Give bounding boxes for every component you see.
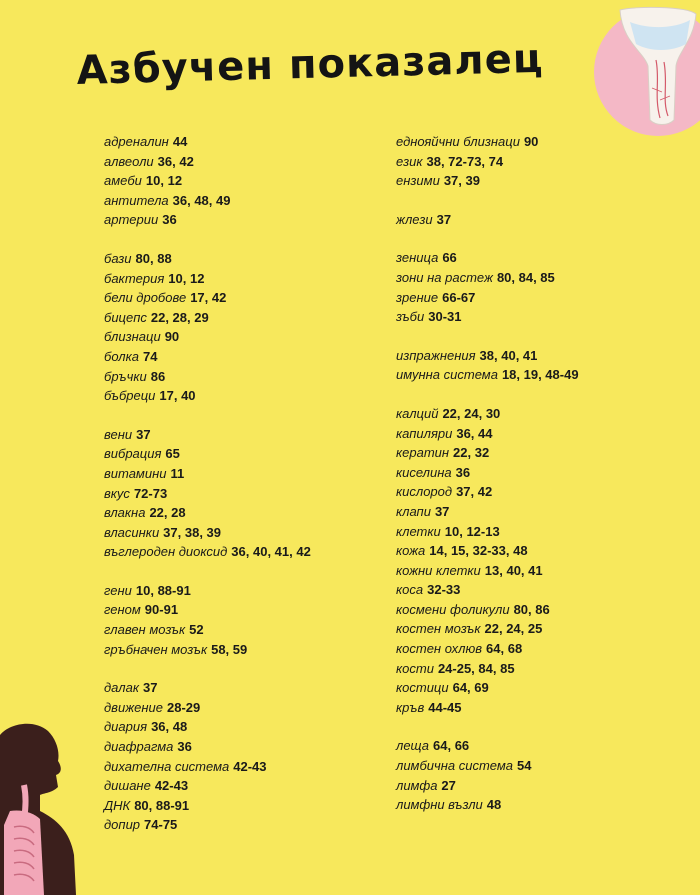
- index-entry: [396, 443, 696, 463]
- index-entry: [104, 717, 404, 737]
- index-group-d: [104, 678, 404, 835]
- index-term: еднояйчни близнаци: [396, 134, 520, 149]
- index-entry: [396, 482, 696, 502]
- index-entry: [104, 620, 404, 640]
- index-pages: 80, 88-91: [134, 797, 190, 813]
- index-pages: 37, 39: [443, 173, 480, 189]
- index-pages: 22, 28, 29: [150, 309, 209, 325]
- index-term: гени: [104, 582, 132, 598]
- index-pages: 17, 42: [190, 290, 227, 306]
- index-pages: 58, 59: [211, 641, 248, 657]
- index-entry: [104, 600, 404, 620]
- index-pages: 74-75: [144, 817, 178, 833]
- index-pages: 27: [441, 777, 456, 793]
- index-entry: [396, 502, 696, 522]
- index-entry: [396, 132, 696, 152]
- index-pages: 37, 38, 39: [163, 524, 221, 540]
- index-term: зрение: [396, 289, 439, 305]
- index-entry: [396, 307, 696, 327]
- index-pages: 90: [164, 329, 180, 345]
- index-group-z: [396, 248, 696, 326]
- index-group-g: [104, 581, 404, 659]
- index-pages: 54: [517, 758, 532, 774]
- index-pages: 44: [172, 134, 188, 149]
- index-term: бъбреци: [104, 388, 156, 404]
- index-term: дишане: [104, 778, 151, 794]
- index-pages: 10, 12: [145, 173, 183, 189]
- index-term: кожа: [396, 543, 426, 559]
- index-entry: [104, 484, 404, 504]
- index-group-e: [396, 132, 696, 191]
- index-term: костици: [396, 680, 449, 696]
- index-pages: 80, 84, 85: [496, 269, 555, 285]
- index-entry: [104, 269, 404, 289]
- index-entry: [104, 132, 404, 152]
- index-pages: 36, 42: [157, 153, 194, 169]
- index-term: кости: [396, 660, 434, 676]
- index-entry: [104, 523, 404, 543]
- index-term: бръчки: [104, 368, 147, 384]
- index-entry: [396, 424, 696, 444]
- index-pages: 64, 68: [486, 641, 523, 657]
- bone-illustration: [590, 0, 700, 140]
- index-term: движение: [104, 699, 163, 715]
- index-pages: 86: [150, 368, 166, 384]
- index-pages: 80, 86: [513, 601, 550, 617]
- index-entry: [396, 522, 696, 542]
- index-entry: [104, 737, 404, 757]
- index-pages: 17, 40: [159, 388, 196, 404]
- index-term: зъби: [396, 309, 425, 325]
- index-pages: 18, 19, 48-49: [501, 367, 579, 383]
- index-entry: [396, 541, 696, 561]
- index-entry: [104, 503, 404, 523]
- index-entry: [396, 698, 696, 718]
- index-term: лимфни възли: [396, 797, 483, 813]
- index-group-a: [104, 132, 404, 230]
- index-pages: 36: [177, 739, 192, 755]
- index-entry: [396, 152, 696, 172]
- index-term: капиляри: [396, 425, 453, 441]
- index-term: диафрагма: [104, 739, 174, 755]
- index-entry: [104, 698, 404, 718]
- index-entry: [104, 171, 404, 191]
- index-entry: [104, 581, 404, 601]
- index-term: алвеоли: [104, 153, 154, 169]
- index-term: ДНК: [104, 797, 131, 813]
- index-entry: [104, 327, 404, 347]
- index-pages: 30-31: [428, 309, 462, 325]
- index-term: главен мозък: [104, 622, 186, 638]
- index-term: лимбична система: [396, 758, 514, 774]
- index-pages: 90: [523, 134, 539, 149]
- index-term: допир: [104, 817, 141, 833]
- index-pages: 48: [486, 797, 502, 813]
- index-term: костен мозък: [396, 621, 481, 637]
- index-term: изпражнения: [396, 347, 476, 363]
- index-pages: 24-25, 84, 85: [437, 660, 515, 676]
- index-term: коса: [396, 582, 424, 598]
- index-term: леща: [396, 738, 430, 754]
- index-term: кожни клетки: [396, 562, 481, 578]
- index-entry: [104, 542, 404, 562]
- index-pages: 28-29: [167, 699, 201, 715]
- index-pages: 38, 40, 41: [479, 347, 538, 363]
- index-column-left: [104, 132, 404, 854]
- index-entry: [104, 796, 404, 816]
- index-term: бактерия: [104, 270, 165, 286]
- index-pages: 36: [162, 212, 177, 228]
- index-term: костен охлюв: [396, 641, 483, 657]
- index-term: влакна: [104, 505, 146, 521]
- index-pages: 22, 24, 25: [484, 621, 543, 637]
- index-pages: 66: [442, 250, 457, 266]
- index-term: власинки: [104, 524, 160, 540]
- index-pages: 37: [142, 680, 158, 696]
- index-entry: [104, 308, 404, 328]
- index-term: вени: [104, 426, 133, 442]
- index-entry: [104, 152, 404, 172]
- index-term: бази: [104, 250, 132, 266]
- index-term: адреналин: [104, 134, 169, 149]
- index-pages: 64, 69: [452, 680, 489, 696]
- index-entry: [104, 444, 404, 464]
- index-group-k: [396, 404, 696, 718]
- index-pages: 11: [170, 465, 185, 481]
- index-term: амеби: [104, 173, 142, 189]
- index-term: гръбначен мозък: [104, 641, 208, 657]
- index-entry: [396, 678, 696, 698]
- index-term: бели дробове: [104, 290, 187, 306]
- index-entry: [104, 386, 404, 406]
- index-term: близнаци: [104, 329, 161, 345]
- index-term: болка: [104, 348, 139, 364]
- index-term: лимфа: [396, 777, 438, 793]
- index-pages: 32-33: [427, 582, 461, 598]
- index-entry: [104, 464, 404, 484]
- index-entry: [104, 757, 404, 777]
- index-term: вибрация: [104, 446, 162, 462]
- index-pages: 22, 32: [453, 445, 490, 461]
- index-entry: [396, 561, 696, 581]
- index-term: диария: [104, 719, 148, 735]
- index-entry: [396, 268, 696, 288]
- index-term: далак: [104, 680, 139, 696]
- index-pages: 36, 48, 49: [172, 192, 231, 208]
- index-entry: [104, 347, 404, 367]
- index-pages: 37, 42: [456, 484, 493, 500]
- index-pages: 37: [136, 426, 151, 442]
- index-entry: [104, 776, 404, 796]
- index-pages: 14, 15, 32-33, 48: [429, 543, 528, 559]
- index-term: въглероден диоксид: [104, 544, 228, 560]
- index-entry: [396, 776, 696, 796]
- index-entry: [396, 600, 696, 620]
- index-pages: 10, 12: [168, 270, 205, 286]
- index-entry: [104, 249, 404, 269]
- index-entry: [396, 210, 696, 230]
- index-pages: 80, 88: [135, 250, 172, 266]
- index-term: кръв: [396, 699, 425, 715]
- index-term: зеница: [396, 250, 439, 266]
- index-group-zh: [396, 210, 696, 230]
- index-entry: [396, 365, 696, 385]
- index-pages: 36: [455, 464, 471, 480]
- index-term: дихателна система: [104, 758, 230, 774]
- index-term: бицепс: [104, 309, 147, 325]
- page-title: Азбучен показалец: [76, 35, 544, 94]
- index-pages: 22, 24, 30: [442, 405, 501, 421]
- index-entry: [396, 288, 696, 308]
- index-pages: 13, 40, 41: [484, 562, 543, 578]
- index-pages: 37: [436, 211, 452, 227]
- index-pages: 90-91: [144, 602, 179, 618]
- index-term: ензими: [396, 173, 440, 189]
- index-term: език: [396, 153, 423, 169]
- index-pages: 66-67: [442, 289, 476, 305]
- index-group-v: [104, 425, 404, 562]
- human-body-illustration: [0, 715, 80, 895]
- index-term: геном: [104, 602, 141, 618]
- index-term: имунна система: [396, 367, 498, 383]
- index-pages: 44-45: [428, 699, 462, 715]
- index-pages: 42-43: [154, 778, 189, 794]
- index-pages: 52: [189, 622, 204, 638]
- index-pages: 36, 44: [456, 425, 493, 441]
- index-entry: [396, 171, 696, 191]
- index-pages: 64, 66: [433, 738, 470, 754]
- index-term: артерии: [104, 212, 159, 228]
- index-term: жлези: [396, 211, 433, 227]
- index-entry: [104, 815, 404, 835]
- index-term: кератин: [396, 445, 450, 461]
- index-pages: 37: [434, 503, 450, 519]
- index-entry: [396, 580, 696, 600]
- index-entry: [104, 210, 404, 230]
- index-entry: [104, 425, 404, 445]
- index-group-l: [396, 736, 696, 814]
- index-term: зони на растеж: [396, 269, 493, 285]
- index-entry: [396, 463, 696, 483]
- index-term: калций: [396, 405, 439, 421]
- index-entry: [104, 640, 404, 660]
- index-term: клапи: [396, 503, 431, 519]
- index-term: вкус: [104, 485, 130, 501]
- index-entry: [396, 619, 696, 639]
- index-term: космени фоликули: [396, 601, 510, 617]
- index-group-i: [396, 346, 696, 385]
- index-pages: 42-43: [233, 758, 267, 774]
- index-entry: [104, 367, 404, 387]
- index-column-right: [396, 132, 696, 834]
- index-term: кислород: [396, 484, 453, 500]
- index-entry: [396, 346, 696, 366]
- index-entry: [396, 248, 696, 268]
- index-pages: 74: [142, 348, 158, 364]
- index-term: антитела: [104, 192, 169, 208]
- index-entry: [104, 191, 404, 211]
- index-entry: [396, 404, 696, 424]
- index-term: киселина: [396, 464, 452, 480]
- index-entry: [396, 795, 696, 815]
- index-entry: [104, 288, 404, 308]
- index-pages: 10, 12-13: [444, 523, 500, 539]
- index-entry: [396, 639, 696, 659]
- index-entry: [104, 678, 404, 698]
- index-entry: [396, 756, 696, 776]
- index-pages: 22, 28: [149, 505, 186, 521]
- index-pages: 72-73: [133, 485, 168, 501]
- index-term: витамини: [104, 465, 167, 481]
- index-pages: 10, 88-91: [135, 582, 191, 598]
- index-entry: [396, 736, 696, 756]
- index-entry: [396, 659, 696, 679]
- index-term: клетки: [396, 523, 441, 539]
- index-pages: 38, 72-73, 74: [426, 153, 504, 169]
- index-pages: 36, 48: [151, 719, 188, 735]
- index-pages: 36, 40, 41, 42: [231, 544, 311, 560]
- index-pages: 65: [165, 446, 180, 462]
- index-group-b: [104, 249, 404, 406]
